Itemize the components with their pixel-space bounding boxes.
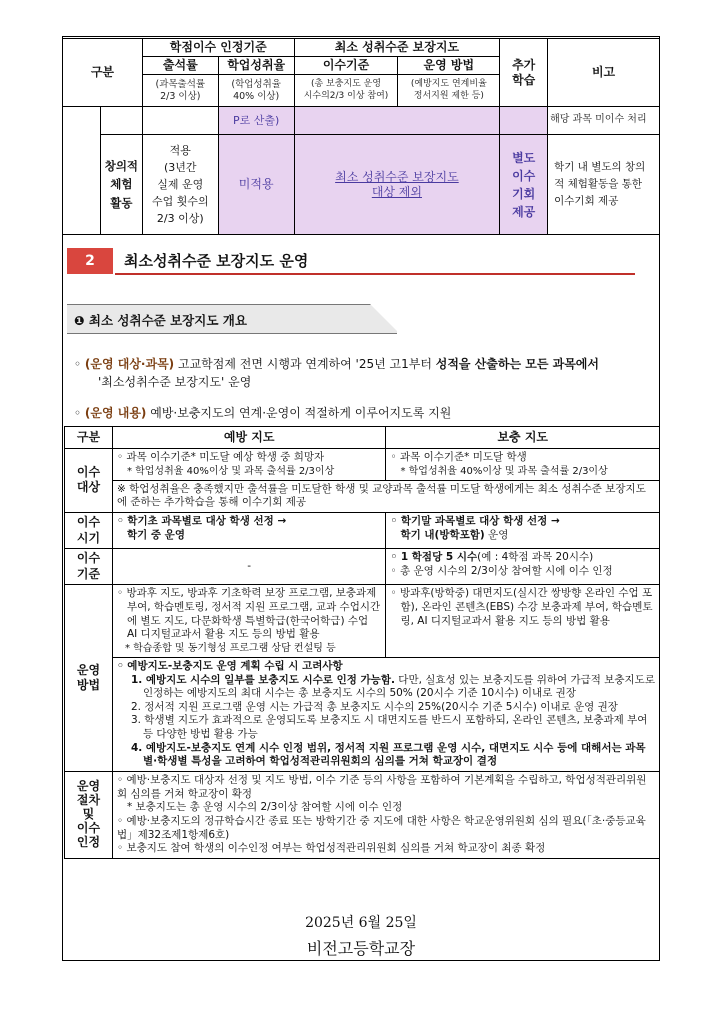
method-header: 운영 방법 bbox=[398, 57, 500, 75]
bullet: ◦ bbox=[74, 357, 82, 371]
achievement-header: 학업성취율 bbox=[218, 57, 294, 75]
r2-supp-t1: 학기 내(방학포함) bbox=[400, 528, 485, 541]
r2-prevent-t: 학기 중 운영 bbox=[126, 528, 185, 541]
r5-1: ◦ 예방·보충지도 대상자 선정 및 지도 방법, 이수 기준 등의 사항을 포함하여 기본계획을 수립하고, 학업성적관리위원회 심의를 거쳐 학교장이 확정 bbox=[116, 773, 647, 800]
r1-prevent-2: * 학업성취율 40%이상 및 과목 출석률 2/3이상 bbox=[126, 465, 335, 477]
r5-content bbox=[112, 771, 659, 858]
paragraph-content bbox=[74, 404, 664, 422]
creative-guidance: 최소 성취수준 보장지도 대상 제외 bbox=[294, 135, 500, 235]
r5-1n: * 보충지도는 총 운영 시수의 2/3이상 참여할 시에 이수 인정 bbox=[126, 801, 403, 814]
r4-label: 운영 방법 bbox=[65, 585, 113, 772]
r1-note: ※ 학업성취율은 충족했지만 출석률을 미도달한 학생 및 교양과목 출석률 미도달 학생에게는 최소 성취수준 보장지도에 준하는 추가학습을 통해 이수기회 제공 bbox=[112, 480, 659, 512]
r4-item3: 3. 학생별 지도가 효과적으로 운영되도록 보충지도 시 대면지도를 반드시 포함하되, 온라인 콘텐츠, 보충과제 부여 등 다양한 방법 활용 가능 bbox=[130, 714, 648, 741]
r4-item1-t: 다만, 실효성 있는 보충지도를 위하여 가급적 보충지도로 인정하는 예방지도의 최대 시수는 총 보충지도 시수의 50% (20시수 기준 10시수) 이내로 권장 bbox=[142, 673, 655, 700]
creative-activity-label: 창의적 체험 활동 bbox=[100, 135, 142, 235]
credit-criteria-header: 학점이수 인정기준 bbox=[142, 39, 294, 57]
r2-label: 이수 시기 bbox=[65, 512, 113, 548]
subsection-title: ❶ 최소 성취수준 보장지도 개요 bbox=[74, 313, 247, 328]
achievement-note: (학업성취율 40% 이상) bbox=[218, 75, 294, 107]
r5-3: ◦ 보충지도 참여 학생의 이수인정 여부는 학업성적관리위원회 심의를 거쳐 학교장이 최종 확정 bbox=[116, 842, 546, 855]
target-text-2: '최소성취수준 보장지도' 운영 bbox=[98, 375, 252, 389]
row1-extra bbox=[500, 107, 548, 135]
r5-label: 운영 절차 및 이수 인정 bbox=[65, 771, 113, 858]
r3-label: 이수 기준 bbox=[65, 549, 113, 585]
bullet: ◦ bbox=[74, 406, 82, 420]
credit-standard-note: (총 보충지도 운영 시수의2/3 이상 참여) bbox=[294, 75, 398, 107]
issue-date: 2025년 6월 25일 bbox=[305, 915, 417, 931]
r1-supplement bbox=[386, 449, 660, 481]
extra-learning-header: 추가 학습 bbox=[500, 39, 548, 107]
target-bold: 성적을 산출하는 모든 과목에서 bbox=[435, 357, 599, 371]
r1-supp-2: * 학업성취율 40%이상 및 과목 출석률 2/3이상 bbox=[400, 465, 608, 477]
row1-spacer bbox=[63, 107, 101, 135]
row1-cell-a bbox=[100, 107, 142, 135]
r3-supp-1b: ◦ 1 학점당 5 시수 bbox=[390, 551, 478, 564]
r1-prevent bbox=[112, 449, 386, 481]
row2-spacer bbox=[63, 135, 101, 235]
r2-supp-t2: 운영 bbox=[484, 528, 509, 541]
r1-label: 이수 대상 bbox=[65, 449, 113, 513]
guidance-table bbox=[64, 426, 660, 859]
r2-prevent-b: ◦ 학기초 과목별로 대상 학생 선정 → bbox=[116, 514, 287, 527]
r4-plan bbox=[112, 657, 659, 771]
guidance-header: 최소 성취수준 보장지도 bbox=[294, 39, 500, 57]
r3-supplement bbox=[386, 549, 660, 585]
target-text: 고교학점제 전면 시행과 연계하여 '25년 고1부터 bbox=[174, 357, 436, 371]
subsection-box-corner bbox=[370, 304, 400, 334]
gubun-header: 구분 bbox=[63, 39, 143, 107]
r4-item2: 2. 정서적 지원 프로그램 운영 시는 가급적 총 보충지도 시수의 25%(20시수 기준 5시수) 이내로 운영 권장 bbox=[130, 700, 618, 713]
row1-note: 해당 과목 미이수 처리 bbox=[548, 107, 660, 135]
r4-item1-b: 1. 예방지도 시수의 일부를 보충지도 시수로 인정 가능함. bbox=[130, 673, 395, 686]
creative-extra: 별도 이수 기회 제공 bbox=[500, 135, 548, 235]
r3-supp-1t: (예 : 4학점 과목 20시수) bbox=[477, 551, 594, 564]
content-text: 예방·보충지도의 연계·운영이 적절하게 이루어지도록 지원 bbox=[146, 406, 452, 420]
school-name: 비전고등학교장 bbox=[306, 939, 416, 958]
content-label: (운영 내용) bbox=[84, 406, 147, 420]
creative-note: 학기 내 별도의 창의적 체험활동을 통한 이수기회 제공 bbox=[548, 135, 660, 235]
r2-prevent bbox=[112, 512, 386, 548]
row1-purple-span bbox=[294, 107, 500, 135]
r4-prevent-note: * 학습종합 및 동기형성 프로그램 상담 컨설팅 등 bbox=[124, 642, 336, 654]
r3-prevent: - bbox=[112, 549, 386, 585]
section-underline bbox=[115, 273, 635, 275]
section-number: 2 bbox=[67, 248, 113, 274]
section-title: 최소성취수준 보장지도 운영 bbox=[124, 252, 309, 270]
credit-criteria-table bbox=[62, 38, 660, 235]
creative-attendance: 적용 (3년간 실제 운영 수업 횟수의 2/3 이상) bbox=[142, 135, 218, 235]
note-header: 비고 bbox=[548, 39, 660, 107]
r4-supplement bbox=[386, 585, 660, 658]
h-supplement: 보충 지도 bbox=[386, 427, 660, 449]
r4-prevent-text: ◦ 방과후 지도, 방과후 기초학력 보장 프로그램, 보충과제 부여, 학습멘토링, 정서적 지원 프로그램, 교과 수업시간에 별도 지도, 다문화학생 특별학급(한국어학급) 수업 AI 디지털교과서 활용 지도 등의 방법 활용 bbox=[116, 587, 381, 641]
h-prevent: 예방 지도 bbox=[112, 427, 386, 449]
r2-supplement bbox=[386, 512, 660, 548]
attendance-note: (과목출석률 2/3 이상) bbox=[142, 75, 218, 107]
r5-2: ◦ 예방·보충지도의 정규학습시간 종료 또는 방학기간 중 지도에 대한 사항은 학교운영위원회 심의 필요(「초·중등교육법」제32조제1항제6호) bbox=[116, 814, 646, 841]
r3-supp-2: ◦ 총 운영 시수의 2/3이상 참여할 시에 이수 인정 bbox=[390, 564, 613, 577]
r2-supp-b: ◦ 학기말 과목별로 대상 학생 선정 → bbox=[390, 514, 560, 527]
r4-prevent bbox=[112, 585, 386, 658]
creative-achievement: 미적용 bbox=[218, 135, 294, 235]
paragraph-target bbox=[74, 355, 664, 391]
r1-prevent-1: ◦ 과목 이수기준* 미도달 예상 학생 중 희망자 bbox=[116, 451, 325, 463]
credit-standard-header: 이수기준 bbox=[294, 57, 398, 75]
attendance-header: 출석률 bbox=[142, 57, 218, 75]
method-note: (예방지도 연계비율 정서지원 제한 등) bbox=[398, 75, 500, 107]
row1-cell-b bbox=[142, 107, 218, 135]
r4-item4: 4. 예방지도-보충지도 연계 시수 인정 범위, 정서적 지원 프로그램 운영 시수, 대면지도 시수 등에 대해서는 과목별·학생별 특성을 고려하여 학업성적관리위원회의 심의를 거쳐 학교장이 결정 bbox=[130, 741, 646, 768]
target-label: (운영 대상·과목) bbox=[84, 357, 175, 371]
r1-supp-1: ◦ 과목 이수기준* 미도달 학생 bbox=[390, 451, 527, 463]
h-gubun: 구분 bbox=[65, 427, 113, 449]
r4-plan-title: ◦ 예방지도-보충지도 운영 계획 수립 시 고려사항 bbox=[116, 659, 343, 672]
row1-purple: P로 산출) bbox=[218, 107, 294, 135]
r4-supp-text: ◦ 방과후(방학중) 대면지도(실시간 쌍방향 온라인 수업 포함), 온라인 콘텐츠(EBS) 수강 보충과제 부여, 학습멘토링, AI 디지털교과서 활용 지도 등의 방법 활용 bbox=[390, 587, 653, 627]
